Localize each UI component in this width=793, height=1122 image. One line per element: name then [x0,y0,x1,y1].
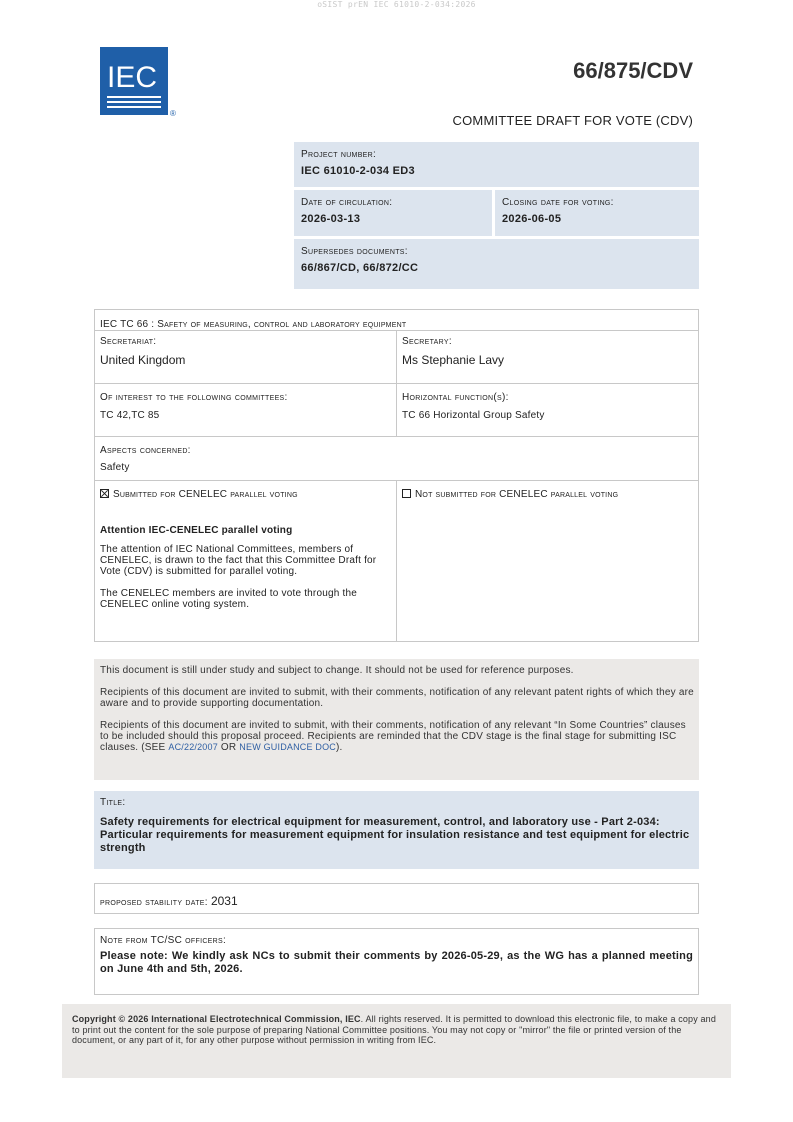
not-submitted-cell [397,481,698,641]
notice-paragraph-2: Recipients of this document are invited to submit, with their comments, notification of any relevant patent rights of which they are aware and to provide supporting documentation. [100,687,694,709]
document-title: Safety requirements for electrical equipment for measurement, control, and laboratory use - Part 2-034: Particular requirements for measurement equipment for insulation resistance and test equipment for electric strength [100,816,690,854]
tc-title [95,310,411,330]
secretary-value: Ms Stephanie Lavy [402,353,505,367]
document-number: 66/875/CDV [573,58,693,83]
iec-logo-text: IEC [107,61,158,94]
horizontal-label: Horizontal function(s): [402,392,509,403]
project-info-box [294,142,699,289]
aspects-value: Safety [100,462,130,473]
aspects-label: Aspects concerned: [100,445,191,456]
not-submitted-suffix: parallel voting [547,489,619,500]
officers-note-label: Note from TC/SC officers: [100,935,227,946]
not-submitted-option [402,489,693,500]
notice-or: OR [217,742,240,753]
officers-note-text: Please note: We kindly ask NCs to submit their comments by 2026-05-29, as the WG has a planned meeting on June 4th and 5th, 2026. [100,950,693,975]
title-label: Title: [100,797,126,808]
aspects-cell [95,437,196,480]
submitted-prefix: Submitted for [113,489,179,500]
iec-logo [100,47,180,119]
unchecked-box-icon[interactable] [402,489,411,498]
guidance-link-new-doc[interactable]: NEW GUIDANCE DOC [239,742,336,752]
copyright-title: Copyright © 2026 International Electrotechnical Commission, IEC [72,1014,361,1024]
closing-date-cell [495,190,699,236]
horizontal-cell [397,384,698,436]
parallel-voting-cell [95,481,397,641]
project-number-value: IEC 61010-2-034 ED3 [301,165,415,177]
notice-paragraph-3-text: Recipients of this document are invited to submit, with their comments, notification of any relevant “In Some Countries” clauses to be included should this proposal proceed. Recipients are reminded that the CDV stage is the final stage for submitting ISC clauses. ( [100,720,686,753]
circulation-date-cell [294,190,492,236]
closing-date-value: 2026-06-05 [502,213,562,225]
attention-paragraph-2: The CENELEC members are invited to vote through the CENELEC online voting system. [100,588,357,610]
not-submitted-cenelec: CENELEC [499,489,548,500]
watermark: oSIST prEN IEC 61010-2-034:2026 [317,0,476,9]
interest-value: TC 42,TC 85 [100,410,160,421]
guidance-link-ac22[interactable]: AC/22/2007 [168,742,218,752]
notice-paragraph-1: This document is still under study and subject to change. It should not be used for reference purposes. [100,665,574,676]
notice-see: SEE [144,742,169,753]
circulation-date-value: 2026-03-13 [301,213,361,225]
interest-cell [95,384,397,436]
project-number-cell [294,142,699,187]
registered-mark: ® [170,109,176,118]
closing-date-label: Closing date for voting: [502,197,614,208]
attention-paragraph-1: The attention of IEC National Committees, members of CENELEC, is drawn to the fact that this Committee Draft for Vote (CDV) is submitted for parallel voting. [100,544,377,577]
horizontal-value: TC 66 Horizontal Group Safety [402,410,545,421]
submitted-suffix: parallel voting [227,489,298,500]
copyright-text: . All rights reserved. It is permitted to download this electronic file, to make a copy and to print out the content for the sole purpose of preparing National Committee positions. You may not copy or "mirror" the file or printed version of the document, or any part of it, for any other purpose without permission in writing from IEC. [72,1014,716,1045]
stability-date-label: proposed stability date: [100,897,211,908]
tc-title-prefix: IEC TC 66 : [100,319,158,330]
officers-note-box [94,928,699,995]
checked-box-icon[interactable] [100,489,109,498]
interest-label: Of interest to the following committees: [100,392,288,403]
attention-title: Attention IEC-CENELEC parallel voting [100,525,293,536]
not-submitted-prefix: Not submitted for [415,489,500,500]
submitted-cenelec: CENELEC [178,489,228,500]
stability-date-value: 2031 [210,894,238,908]
supersedes-value: 66/867/CD, 66/872/CC [301,262,419,274]
notice-box [94,659,699,780]
secretary-label: Secretary: [402,336,452,347]
committee-table [94,309,699,642]
stability-date-box [94,883,699,914]
secretariat-value: United Kingdom [100,353,186,367]
circulation-date-label: Date of circulation: [301,197,393,208]
supersedes-label: Supersedes documents: [301,246,408,257]
supersedes-cell [294,239,699,289]
notice-close: ). [336,742,343,753]
copyright-box [62,1004,731,1078]
secretariat-cell [95,331,397,383]
notice-paragraph-3 [100,720,694,753]
submitted-option [100,489,391,500]
secretariat-label: Secretariat: [100,336,157,347]
secretary-cell [397,331,698,383]
project-number-label: Project number: [301,149,377,160]
document-type: COMMITTEE DRAFT FOR VOTE (CDV) [452,113,693,128]
title-box [94,791,699,869]
tc-title-rest: Safety of measuring, control and laboratory equipment [157,319,407,330]
